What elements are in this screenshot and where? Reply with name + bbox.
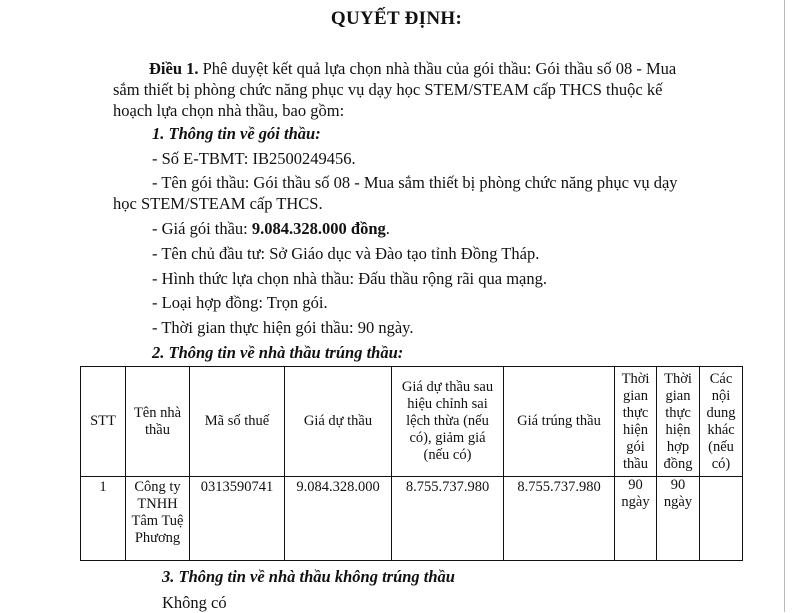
investor-name: - Tên chủ đầu tư: Sở Giáo dục và Đào tạo tỉnh Đồng Tháp. — [152, 244, 540, 263]
header-stt: STT — [81, 367, 126, 477]
article1-text: Phê duyệt kết quả lựa chọn nhà thầu của gói thầu: Gói thầu số 08 - Mua — [198, 59, 677, 78]
cell-corrected-price: 8.755.737.980 — [392, 477, 504, 561]
article1-line2: sắm thiết bị phòng chức năng phục vụ dạy học STEM/STEAM cấp THCS thuộc kế — [113, 80, 663, 99]
package-name-line1: - Tên gói thầu: Gói thầu số 08 - Mua sắm thiết bị phòng chức năng phục vụ dạy — [152, 173, 678, 192]
package-price-label: - Giá gói thầu: — [152, 219, 252, 238]
package-price — [152, 218, 390, 239]
header-contract-time: Thời gian thực hiện hợp đồng — [657, 367, 700, 477]
section2-heading: 2. Thông tin về nhà thầu trúng thầu: — [152, 343, 404, 362]
document-title: QUYẾT ĐỊNH: — [330, 8, 463, 29]
header-winning-price: Giá trúng thầu — [504, 367, 615, 477]
cell-bidder-name: Công ty TNHH Tâm Tuệ Phương — [126, 477, 190, 561]
cell-winning-price: 8.755.737.980 — [504, 477, 615, 561]
selection-method: - Hình thức lựa chọn nhà thầu: Đấu thầu rộng rãi qua mạng. — [152, 269, 547, 288]
cell-other-content — [700, 477, 743, 561]
header-corrected-price: Giá dự thầu sau hiệu chỉnh sai lệch thừa (nếu có), giảm giá (nếu có) — [392, 367, 504, 477]
winning-bidder-table — [80, 366, 743, 561]
table-header-row — [81, 367, 743, 477]
cell-tax-code: 0313590741 — [190, 477, 285, 561]
cell-stt: 1 — [81, 477, 126, 561]
header-bidder-name: Tên nhà thầu — [126, 367, 190, 477]
section3-content: Không có — [162, 593, 227, 612]
article1-line3: hoạch lựa chọn nhà thầu, bao gồm: — [113, 101, 345, 120]
header-package-time: Thời gian thực hiện gói thầu — [615, 367, 657, 477]
cell-package-time: 90 ngày — [615, 477, 657, 561]
package-price-end: . — [385, 219, 390, 238]
package-price-value: 9.084.328.000 đồng — [251, 219, 386, 238]
article1-label: Điều 1. — [149, 59, 199, 78]
page-edge-divider — [784, 0, 785, 612]
article1-line1 — [149, 58, 676, 79]
section3-heading: 3. Thông tin về nhà thầu không trúng thầu — [162, 567, 455, 586]
package-duration: - Thời gian thực hiện gói thầu: 90 ngày. — [152, 318, 414, 337]
cell-contract-time: 90 ngày — [657, 477, 700, 561]
cell-bid-price: 9.084.328.000 — [285, 477, 392, 561]
table-row — [81, 477, 743, 561]
header-bid-price: Giá dự thầu — [285, 367, 392, 477]
package-name-line2: học STEM/STEAM cấp THCS. — [113, 194, 323, 213]
header-tax-code: Mã số thuế — [190, 367, 285, 477]
ebmt-number: - Số E-TBMT: IB2500249456. — [152, 149, 356, 168]
section1-heading: 1. Thông tin về gói thầu: — [152, 124, 321, 143]
contract-type: - Loại hợp đồng: Trọn gói. — [152, 293, 328, 312]
header-other-content: Các nội dung khác (nếu có) — [700, 367, 743, 477]
